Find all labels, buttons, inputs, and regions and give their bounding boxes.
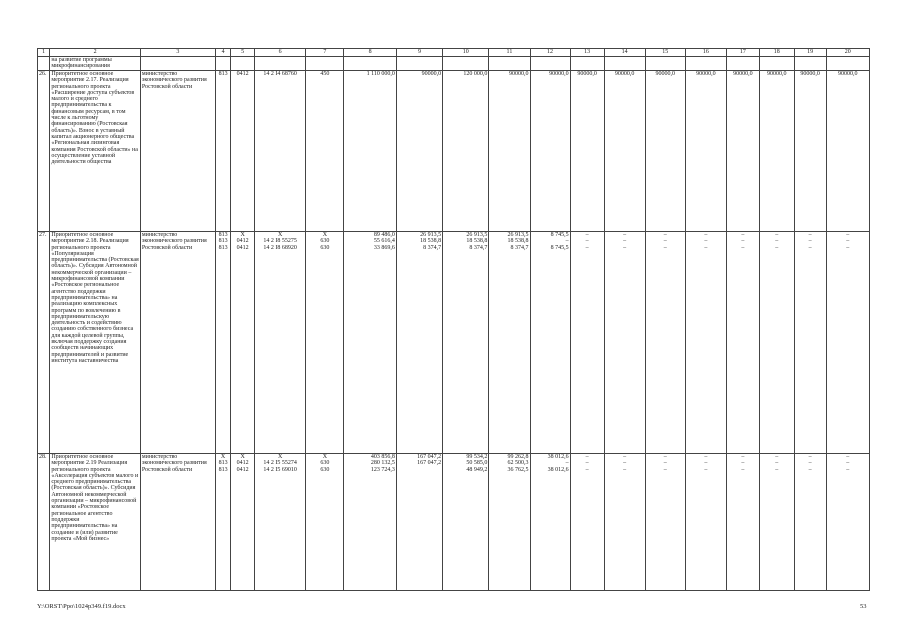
cell-value: 90000,0 (733, 71, 753, 77)
cell-value: – (585, 238, 589, 245)
cell-value: 8 745,5 (550, 244, 569, 251)
cell-value: – (663, 244, 667, 251)
column-number-8: 8 (344, 49, 396, 57)
cell-value: 36 762,5 (507, 466, 529, 473)
cell-value: – (623, 232, 627, 238)
cell-value: – (585, 466, 589, 473)
column-number-2: 2 (50, 49, 141, 57)
column-16-values (685, 232, 726, 454)
column-15-values (645, 71, 685, 232)
column-12-values (530, 71, 570, 232)
cell-value: 14 2 I8 55275 (263, 238, 297, 245)
cell-value: 55 616,4 (373, 238, 395, 245)
cell-value: 50 585,0 (466, 460, 488, 467)
cell-value: Х (240, 454, 245, 460)
cell-value: – (775, 232, 779, 238)
column-number-6: 6 (254, 49, 305, 57)
cell-value: – (741, 232, 745, 238)
cell-value: 0412 (236, 466, 249, 473)
cell-value: – (663, 466, 667, 473)
cell-value: Х (322, 454, 328, 460)
cell-value: 90000,0 (838, 71, 858, 77)
column-18-values (759, 71, 794, 232)
column-number-row (38, 49, 870, 57)
cell-value: – (623, 244, 627, 251)
column-5-values (231, 454, 255, 591)
column-18-values (759, 232, 794, 454)
cell-value (398, 467, 441, 473)
column-number-12: 12 (530, 49, 570, 57)
cell-value: Х (277, 454, 283, 460)
cell-value: 18 538,8 (466, 238, 488, 245)
column-15-values (645, 232, 685, 454)
column-5-values (231, 71, 255, 232)
cell-value: – (585, 244, 589, 251)
column-number-7: 7 (306, 49, 344, 57)
column-number-13: 13 (570, 49, 604, 57)
carry-over-text: на развитие программы микрофинансирования (50, 57, 141, 71)
measure-description: Приоритетное основное мероприятие 2.17. Реализация регионального проекта «Расширение доступа субъектов малого и среднего предпринимательства к финансовым ресурсам, в том числе к льготному финансированию (Ростовская область)». Взнос в уставный капитал акционерного общества «Региональная лизинговая компания Ростовской области» на осуществление уставной деятельности общества (50, 71, 141, 232)
cell-value: 26 913,5 (420, 232, 442, 238)
program-table (37, 48, 870, 591)
cell-value: – (623, 454, 627, 460)
cell-value: 90000,0 (509, 71, 529, 77)
cell-value: – (808, 232, 812, 238)
column-7-values (306, 454, 344, 591)
column-10-values (443, 232, 489, 454)
cell-value: – (623, 238, 627, 245)
cell-value: – (846, 238, 850, 245)
cell-value: 8 374,7 (510, 244, 529, 251)
column-9-values (396, 71, 442, 232)
cell-value: 90000,0 (549, 71, 569, 77)
column-9-values (396, 454, 442, 591)
column-13-values (570, 232, 604, 454)
column-number-14: 14 (604, 49, 645, 57)
cell-value: Х (220, 454, 226, 460)
cell-value: 8 745,5 (550, 232, 569, 238)
column-20-values (826, 71, 869, 232)
cell-value: 90000,0 (696, 71, 716, 77)
row-number: 26. (38, 71, 50, 232)
cell-value: 99 262,8 (507, 454, 529, 460)
cell-value: – (623, 460, 627, 467)
program-row (38, 232, 870, 454)
column-17-values (726, 454, 759, 591)
cell-value: 18 538,8 (507, 238, 529, 245)
cell-value: 630 (320, 238, 330, 245)
cell-value: – (565, 238, 569, 245)
column-number-9: 9 (396, 49, 442, 57)
cell-value: – (808, 454, 812, 460)
column-20-values (826, 232, 869, 454)
cell-value: 8 374,7 (469, 244, 488, 251)
cell-value: – (704, 466, 708, 473)
cell-value: – (585, 460, 589, 467)
column-4-values (215, 232, 230, 454)
column-19-values (794, 454, 826, 591)
cell-value: – (741, 238, 745, 245)
column-10-values (443, 71, 489, 232)
cell-value: – (704, 454, 708, 460)
cell-value: – (846, 466, 850, 473)
cell-value: Х (322, 232, 328, 238)
cell-value: – (585, 232, 589, 238)
column-13-values (570, 454, 604, 591)
cell-value: 26 913,5 (466, 232, 488, 238)
column-9-values (396, 232, 442, 454)
cell-value: – (663, 460, 667, 467)
cell-value: – (704, 238, 708, 245)
cell-value: – (741, 466, 745, 473)
column-15-values (645, 454, 685, 591)
cell-value: – (775, 460, 779, 467)
cell-value: 813 (218, 71, 228, 77)
column-8-values (344, 232, 396, 454)
cell-value: Х (240, 232, 245, 238)
program-row (38, 71, 870, 232)
cell-value: 26 913,5 (507, 232, 529, 238)
cell-value: 90000,0 (614, 71, 635, 77)
column-12-values (530, 454, 570, 591)
cell-value: – (808, 238, 812, 245)
cell-value: 630 (320, 244, 330, 251)
column-7-values (306, 232, 344, 454)
cell-value: 813 (218, 238, 228, 245)
cell-value: 1 110 000,0 (366, 71, 395, 77)
cell-value: 0412 (236, 244, 249, 251)
column-number-19: 19 (794, 49, 826, 57)
cell-value: 38 012,6 (547, 466, 569, 473)
cell-value: – (704, 244, 708, 251)
cell-value: 14 2 I5 69010 (263, 466, 297, 473)
cell-value: 90000,0 (800, 71, 820, 77)
file-path: Y:\ORST\Ppo\1024p349.f19.docx (37, 603, 126, 610)
cell-value: 813 (218, 244, 228, 251)
executor: министерство экономического развития Ростовской области (140, 71, 215, 232)
column-17-values (726, 71, 759, 232)
cell-value: – (775, 454, 779, 460)
cell-value: – (663, 232, 667, 238)
cell-value: 90000,0 (767, 71, 787, 77)
cell-value: 62 500,3 (507, 460, 529, 467)
column-5-values (231, 232, 255, 454)
column-number-3: 3 (140, 49, 215, 57)
cell-value: – (846, 244, 850, 251)
cell-value: – (741, 454, 745, 460)
column-number-10: 10 (443, 49, 489, 57)
cell-value: 630 (320, 460, 330, 467)
column-19-values (794, 232, 826, 454)
cell-value: – (623, 466, 627, 473)
column-11-values (489, 232, 530, 454)
cell-value: – (565, 460, 569, 467)
cell-value: 89 486,0 (373, 232, 395, 238)
column-6-values (254, 71, 305, 232)
column-number-15: 15 (645, 49, 685, 57)
cell-value: 123 724,3 (370, 466, 395, 473)
cell-value: – (808, 244, 812, 251)
cell-value: – (846, 460, 850, 467)
cell-value: – (704, 460, 708, 467)
cell-value: – (775, 238, 779, 245)
column-8-values (344, 71, 396, 232)
column-14-values (604, 454, 645, 591)
cell-value: – (663, 238, 667, 245)
cell-value: 90000,0 (577, 71, 597, 77)
executor: министерство экономического развития Ростовской области (140, 454, 215, 591)
column-number-17: 17 (726, 49, 759, 57)
column-14-values (604, 232, 645, 454)
column-number-5: 5 (231, 49, 255, 57)
cell-value: 120 000,0 (463, 71, 488, 77)
program-row (38, 454, 870, 591)
measure-description: Приоритетное основное мероприятие 2.18. Реализация регионального проекта «Популяризация предпринимательства (Ростовская область)». Субсидия Автономной некоммерческой организации – микрофинансовой компании «Ростовское региональное агентство поддержки предпринимательства» на реализацию комплексных программ по вовлечению в предпринимательскую деятельность и содействию созданию собственного бизнеса для каждой целевой группы, включая поддержку создания сообществ начинающих предпринимателей и развитие института наставничества (50, 232, 141, 454)
column-16-values (685, 71, 726, 232)
column-14-values (604, 71, 645, 232)
cell-value: 0412 (236, 460, 249, 467)
column-19-values (794, 71, 826, 232)
column-13-values (570, 71, 604, 232)
column-7-values (306, 71, 344, 232)
cell-value: – (775, 244, 779, 251)
column-18-values (759, 454, 794, 591)
cell-value: – (741, 244, 745, 251)
column-8-values (344, 454, 396, 591)
cell-value: – (808, 466, 812, 473)
column-number-11: 11 (489, 49, 530, 57)
column-6-values (254, 454, 305, 591)
cell-value: – (585, 454, 589, 460)
cell-value: 280 132,5 (370, 460, 395, 467)
cell-value: 630 (320, 466, 330, 473)
column-11-values (489, 71, 530, 232)
cell-value: 0412 (236, 71, 249, 77)
cell-value: – (846, 454, 850, 460)
cell-value: Х (277, 232, 283, 238)
row-number: 27. (38, 232, 50, 454)
cell-value: 90000,0 (655, 71, 675, 77)
row-number: 28. (38, 454, 50, 591)
cell-value: 813 (218, 232, 228, 238)
column-number-18: 18 (759, 49, 794, 57)
cell-value: – (741, 460, 745, 467)
cell-value: 813 (218, 466, 228, 473)
executor: министерство экономического развития Ростовской области (140, 232, 215, 454)
cell-value: 450 (320, 71, 330, 77)
column-number-16: 16 (685, 49, 726, 57)
cell-value: 0412 (236, 238, 249, 245)
cell-value: 813 (218, 460, 228, 467)
measure-description: Приоритетное основное мероприятие 2.19 Реализация регионального проекта «Акселерация субъектов малого и среднего предпринимательства (Ростовская область)». Субсидия Автономной некоммерческой организации – микрофинансовой компании «Ростовское региональное агентство поддержки предпринимательства» на создание и (или) развитие проекта «Мой бизнес» (50, 454, 141, 591)
cell-value: 167 047,2 (417, 460, 442, 467)
column-number-1: 1 (38, 49, 50, 57)
column-4-values (215, 454, 230, 591)
cell-value: 14 2 I4 68760 (263, 71, 297, 77)
cell-value: – (808, 460, 812, 467)
cell-value: – (775, 466, 779, 473)
cell-value: 8 374,7 (423, 244, 442, 251)
column-number-4: 4 (215, 49, 230, 57)
column-20-values (826, 454, 869, 591)
column-17-values (726, 232, 759, 454)
cell-value: 90000,0 (421, 71, 442, 77)
cell-value: 38 012,6 (547, 454, 569, 460)
page-number: 53 (860, 603, 867, 610)
cell-value: 403 856,8 (370, 454, 395, 460)
column-12-values (530, 232, 570, 454)
cell-value: 48 949,2 (466, 466, 488, 473)
cell-value: 14 2 I5 55274 (263, 460, 297, 467)
cell-value: – (704, 232, 708, 238)
column-number-20: 20 (826, 49, 869, 57)
column-16-values (685, 454, 726, 591)
cell-value: – (663, 454, 667, 460)
column-11-values (489, 454, 530, 591)
column-10-values (443, 454, 489, 591)
cell-value: 167 047,2 (417, 454, 442, 460)
cell-value: 33 869,6 (373, 244, 395, 251)
carry-over-row (38, 57, 870, 71)
cell-value: – (846, 232, 850, 238)
cell-value: 18 538,8 (420, 238, 442, 245)
column-6-values (254, 232, 305, 454)
cell-value: 99 534,2 (466, 454, 488, 460)
column-4-values (215, 71, 230, 232)
cell-value: 14 2 I8 68920 (263, 244, 297, 251)
